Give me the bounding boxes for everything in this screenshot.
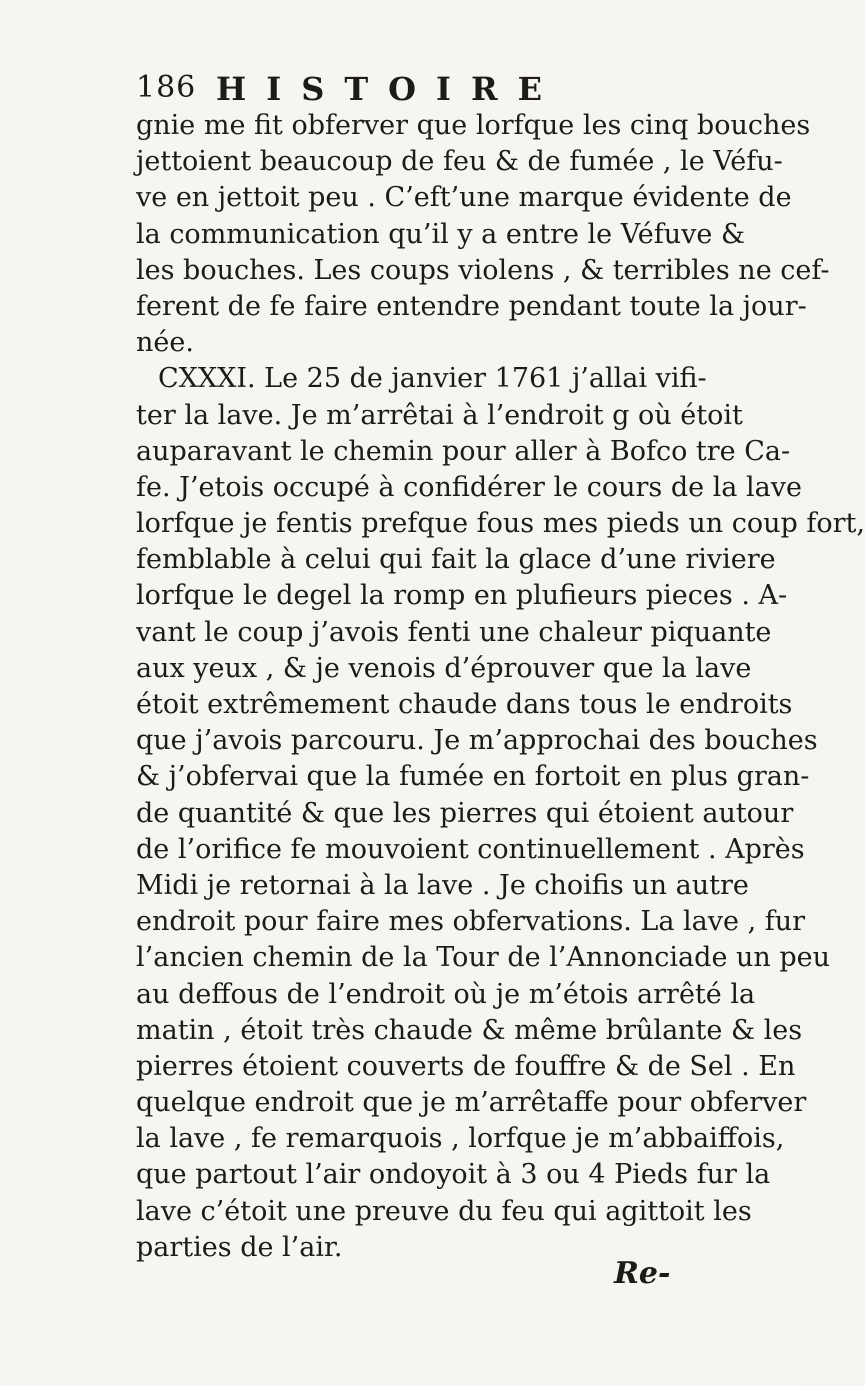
text-line: de quantité & que les pierres qui étoient autour [136, 797, 794, 829]
text-line: ferent de fe faire entendre pendant toute la jour- [136, 290, 807, 322]
text-line: lave c’étoit une preuve du feu qui agittoit les [136, 1195, 752, 1227]
text-line: pierres étoient couverts de fouffre & de Sel . En [136, 1050, 796, 1082]
text-line: la lave , fe remarquois , lorfque je m’abbaiffois, [136, 1123, 785, 1155]
text-line: gnie me fit obferver que lorfque les cinq bouches [136, 110, 811, 141]
page-number: 186 [136, 70, 197, 105]
text-line: la communication qu’il y a entre le Véfuve & [136, 218, 745, 250]
text-line: jettoient beaucoup de feu & de fumée , le Véfu- [136, 146, 783, 178]
text-line: vant le coup j’avois fenti une chaleur piquante [136, 616, 772, 648]
text-line: CXXXI. Le 25 de janvier 1761 j’allai vifi- [158, 363, 707, 395]
text-line: que partout l’air ondoyoit à 3 ou 4 Pieds fur la [136, 1159, 771, 1191]
text-line: matin , étoit très chaude & même brûlante & les [136, 1014, 803, 1046]
text-line: au deffous de l’endroit où je m’étois arrêté la [136, 978, 756, 1010]
page-header [136, 70, 616, 110]
running-head: HISTOIRE [216, 70, 562, 108]
text-line: quelque endroit que je m’arrêtaffe pour obferver [136, 1087, 807, 1119]
text-line: aux yeux , & je venois d’éprouver que la lave [136, 652, 752, 684]
text-line: née. [136, 327, 194, 359]
text-line: ter la lave. Je m’arrêtai à l’endroit g où étoit [136, 399, 743, 431]
text-line: ve en jettoit peu . C’eft’une marque évidente de [136, 182, 792, 214]
text-line: les bouches. Les coups violens , & terribles ne cef- [136, 254, 830, 286]
text-line: l’ancien chemin de la Tour de l’Annonciade un peu [136, 942, 831, 974]
text-line: que j’avois parcouru. Je m’approchai des bouches [136, 725, 818, 757]
text-line: lorfque le degel la romp en plufieurs pieces . A- [136, 580, 788, 612]
text-line: femblable à celui qui fait la glace d’une riviere [136, 544, 776, 576]
body-text [136, 108, 865, 1266]
text-line: étoit extrêmement chaude dans tous le endroits [136, 689, 793, 720]
text-line: fe. J’etois occupé à confidérer le cours de la lave [136, 471, 802, 503]
text-line: & j’obfervai que la fumée en fortoit en plus gran- [136, 761, 810, 793]
text-line: de l’orifice fe mouvoient continuellement . Après [136, 833, 805, 865]
text-line: endroit pour faire mes obfervations. La lave , fur [136, 906, 806, 938]
text-line: parties de l’air. [136, 1231, 343, 1263]
text-line: auparavant le chemin pour aller à Bofco tre Ca- [136, 435, 791, 467]
catchword: Re- [614, 1256, 671, 1291]
text-line: lorfque je fentis prefque fous mes pieds un coup fort, [136, 508, 865, 540]
text-line: Midi je retornai à la lave . Je choifis un autre [136, 869, 749, 901]
